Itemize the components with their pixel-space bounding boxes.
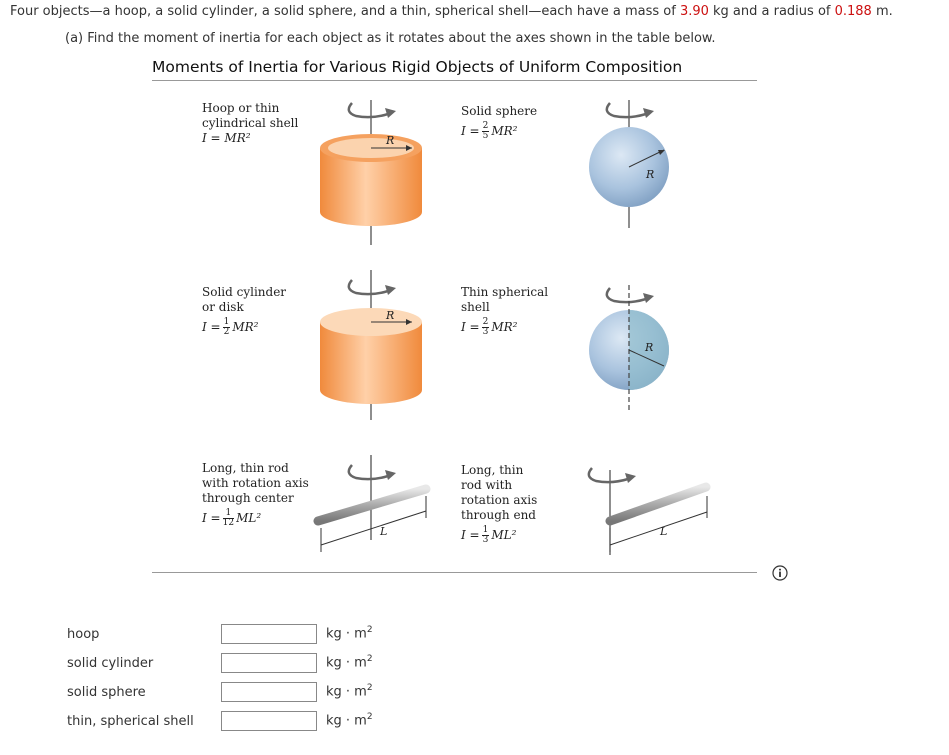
solid-cylinder-label: Solid cylinder or disk I = $\frac{1}{2}$ MR² <box>202 285 287 337</box>
hoop-label: Hoop or thin cylindrical shell I = MR² <box>202 101 299 145</box>
svg-text:R: R <box>386 309 395 322</box>
svg-text:L: L <box>380 525 388 538</box>
unit-thin-shell: kg · $m^2$ <box>326 712 373 729</box>
part-a-prompt: (a) Find the moment of inertia for each object as it rotates about the axes shown in the table below. <box>65 31 716 46</box>
solid-cylinder-illustration <box>320 270 422 420</box>
thin-shell-label: Thin spherical shell I = $\frac{2}{3}$ MR² <box>461 285 549 337</box>
rod-end-illustration <box>589 468 707 555</box>
solid-sphere-illustration <box>589 100 669 228</box>
mass-value: 3.90 <box>679 4 709 19</box>
info-icon[interactable] <box>772 565 788 581</box>
row-label-hoop: hoop <box>67 627 100 642</box>
figure-title: Moments of Inertia for Various Rigid Objects of Uniform Composition <box>152 58 683 76</box>
solid-cylinder-answer-input[interactable] <box>221 653 317 673</box>
rod-center-label: Long, thin rod with rotation axis through center I = $\frac{1}{12}$ ML² <box>202 461 309 528</box>
solid-sphere-answer-input[interactable] <box>221 682 317 702</box>
unit-hoop: kg · $m^2$ <box>326 625 373 642</box>
unit-solid-sphere: kg · $m^2$ <box>326 683 373 700</box>
svg-text:R: R <box>645 341 654 354</box>
rod-center-illustration <box>318 455 426 552</box>
thin-shell-answer-input[interactable] <box>221 711 317 731</box>
hoop-answer-input[interactable] <box>221 624 317 644</box>
radius-value: 0.188 <box>834 4 872 19</box>
svg-text:L: L <box>660 525 668 538</box>
row-label-solid-cylinder: solid cylinder <box>67 656 154 671</box>
row-label-solid-sphere: solid sphere <box>67 685 146 700</box>
unit-solid-cylinder: kg · $m^2$ <box>326 654 373 671</box>
solid-sphere-label: Solid sphere I = $\frac{2}{5}$ MR² <box>461 104 538 141</box>
hoop-illustration <box>320 100 422 245</box>
figure-bottom-rule <box>152 572 757 573</box>
svg-text:R: R <box>646 168 655 181</box>
rod-end-label: Long, thin rod with rotation axis through end I = $\frac{1}{3}$ ML² <box>461 463 538 545</box>
svg-text:R: R <box>386 134 395 147</box>
problem-intro: Four objects—a hoop, a solid cylinder, a solid sphere, and a thin, spherical shell—each have a mass of 3.90 kg and a radius of 0.188 m. <box>10 4 893 19</box>
row-label-thin-shell: thin, spherical shell <box>67 714 194 729</box>
thin-shell-illustration <box>589 285 669 410</box>
